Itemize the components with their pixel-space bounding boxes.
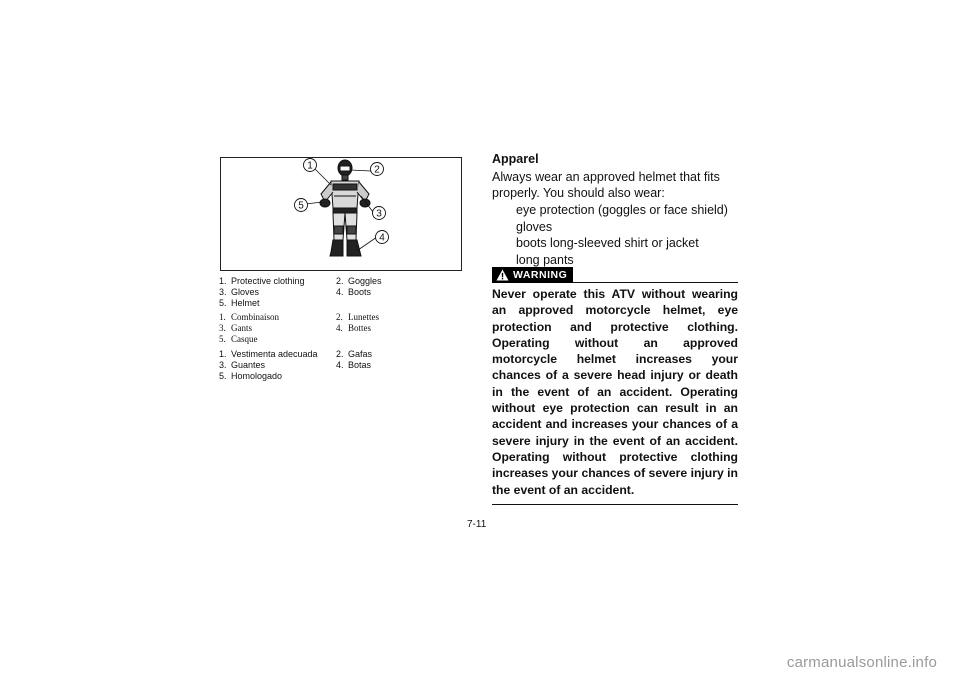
section-heading: Apparel bbox=[492, 152, 539, 166]
legend-label: Bottes bbox=[348, 323, 372, 333]
legend-number: 1. bbox=[219, 312, 226, 322]
legend-number: 4. bbox=[336, 360, 344, 370]
legend-number: 5. bbox=[219, 334, 226, 344]
legend-row bbox=[219, 349, 469, 360]
legend-row bbox=[219, 298, 469, 309]
legend-number: 4. bbox=[336, 323, 343, 333]
warning-badge bbox=[492, 267, 573, 283]
svg-text:2: 2 bbox=[374, 164, 380, 176]
svg-text:1: 1 bbox=[307, 160, 313, 172]
list-item: long pants bbox=[516, 252, 574, 267]
legend-number: 1. bbox=[219, 276, 227, 286]
callout-3 bbox=[373, 207, 386, 220]
watermark: carmanualsonline.info bbox=[786, 654, 937, 671]
warning-triangle-icon bbox=[496, 269, 509, 281]
legend-label: Gafas bbox=[348, 349, 373, 359]
legend-row bbox=[219, 360, 469, 371]
list-item: gloves bbox=[516, 219, 553, 234]
legend-row bbox=[219, 323, 469, 334]
legend-label: Gloves bbox=[231, 287, 260, 297]
legend-label: Gants bbox=[231, 323, 252, 333]
warning-label: WARNING bbox=[513, 268, 568, 281]
legend-number: 1. bbox=[219, 349, 227, 359]
legend-label: Casque bbox=[231, 334, 258, 344]
warning-rule bbox=[573, 282, 738, 283]
legend-number: 5. bbox=[219, 371, 227, 381]
svg-text:4: 4 bbox=[379, 232, 385, 244]
warning-text: Never operate this ATV without wearing an approved motorcycle helmet, eye protection and protective clothing. Operating without an approved motorcycle helmet increases your chances of a severe head injury or death in the event of an accident. Operating without eye protection can result in an accident and increases your chances of a severe injury in the event of an accident. Operating without protective clothing increases your chances of severe injury in the event of an accident. bbox=[492, 287, 738, 497]
legend-number: 2. bbox=[336, 312, 343, 322]
legend-label: Combinaison bbox=[231, 312, 280, 322]
legend-label: Vestimenta adecuada bbox=[231, 349, 318, 359]
legend-row bbox=[219, 312, 469, 323]
legend-number: 2. bbox=[336, 276, 344, 286]
callout-5 bbox=[295, 199, 308, 212]
svg-text:5: 5 bbox=[298, 200, 304, 212]
apparel-list bbox=[516, 202, 740, 268]
legend-label: Lunettes bbox=[348, 312, 379, 322]
list-item: eye protection (goggles or face shield) bbox=[516, 203, 728, 217]
legend-row bbox=[219, 287, 469, 298]
apparel-section bbox=[492, 152, 740, 268]
warning-box bbox=[492, 266, 738, 505]
legend-number: 2. bbox=[336, 349, 344, 359]
legend-english bbox=[219, 276, 469, 309]
intro-paragraph: Always wear an approved helmet that fits properly. You should also wear: bbox=[492, 170, 720, 200]
legend-row bbox=[219, 371, 469, 382]
apparel-figure bbox=[220, 157, 462, 271]
legend-french bbox=[219, 312, 469, 345]
legend-number: 5. bbox=[219, 298, 227, 308]
page-number: 7-11 bbox=[467, 519, 487, 530]
legend-number: 3. bbox=[219, 323, 226, 333]
legend-row bbox=[219, 276, 469, 287]
legend-label: Guantes bbox=[231, 360, 266, 370]
warning-bottom-rule bbox=[492, 504, 738, 505]
legend-label: Boots bbox=[348, 287, 372, 297]
legend-label: Homologado bbox=[231, 371, 283, 381]
legend-label: Protective clothing bbox=[231, 276, 305, 286]
legend-spanish bbox=[219, 349, 469, 382]
legend-label: Botas bbox=[348, 360, 372, 370]
rider-illustration bbox=[221, 158, 463, 272]
legend-number: 4. bbox=[336, 287, 344, 297]
legend-number: 3. bbox=[219, 360, 227, 370]
list-item: boots long-sleeved shirt or jacket bbox=[516, 236, 699, 250]
legend-row bbox=[219, 334, 469, 345]
legend-number: 3. bbox=[219, 287, 227, 297]
callout-1 bbox=[304, 159, 317, 172]
legend-label: Goggles bbox=[348, 276, 382, 286]
legend-label: Helmet bbox=[231, 298, 260, 308]
callout-2 bbox=[371, 163, 384, 176]
svg-text:3: 3 bbox=[376, 208, 382, 220]
callout-4 bbox=[376, 231, 389, 244]
